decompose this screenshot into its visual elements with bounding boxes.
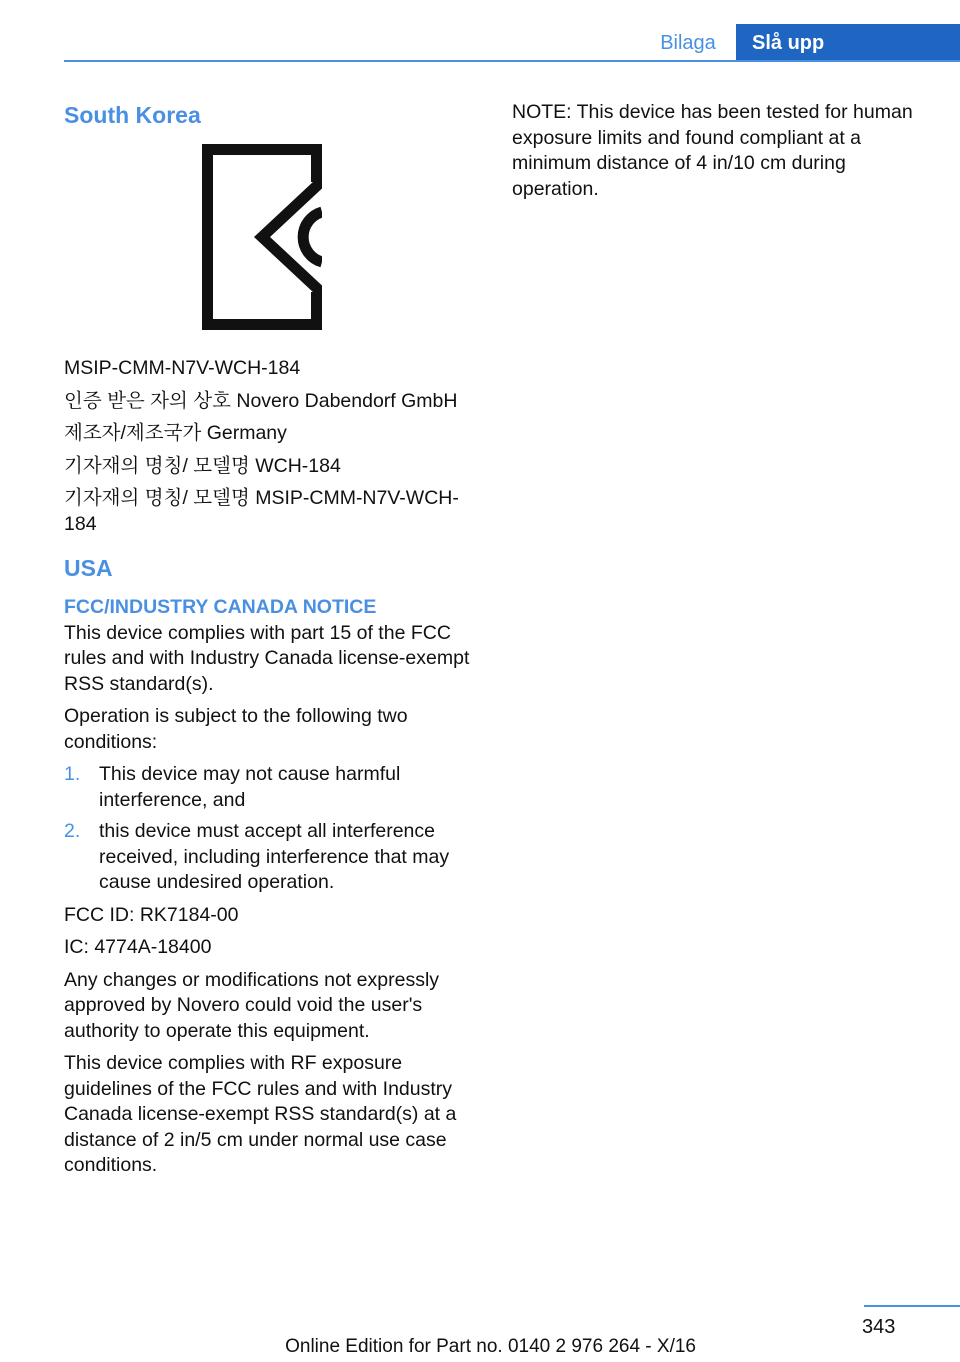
- korea-line-company: 인증 받은 자의 상호 Novero Dabendorf GmbH: [64, 389, 458, 412]
- usa-paragraph-modifications: Any changes or modifications not expressly approved by Novero could void the user's authority to operate this equipment.: [64, 968, 440, 1042]
- conditions-list: [64, 762, 484, 896]
- edition-footer: Online Edition for Part no. 0140 2 976 264 - X/16: [285, 1336, 696, 1357]
- section-title-south-korea: South Korea: [64, 102, 201, 128]
- korea-line-manufacturer: 제조자/제조국가 Germany: [64, 422, 287, 444]
- korea-line-model-msip: 기자재의 명칭/ 모델명 MSIP-CMM-N7V-WCH-184: [64, 487, 459, 535]
- list-item-number: 2.: [64, 820, 81, 842]
- notice-heading: FCC/INDUSTRY CANADA NOTICE: [64, 596, 377, 618]
- left-column: [64, 100, 484, 1186]
- list-item-text: This device may not cause harmful interference, and: [99, 763, 401, 811]
- usa-paragraph-conditions: Operation is subject to the following two conditions:: [64, 705, 408, 753]
- list-item: [64, 762, 484, 813]
- note-paragraph: NOTE: This device has been tested for human exposure limits and found compliant at a minimum distance of 4 in/10 cm during operation.: [512, 101, 913, 200]
- header-divider: [64, 60, 960, 62]
- usa-paragraph-rf-exposure: This device complies with RF exposure guidelines of the FCC rules and with Industry Canada license-exempt RSS standard(s) at a distance of 2 in/5 cm under normal use case conditions.: [64, 1052, 457, 1176]
- list-item-text: this device must accept all interference received, including interference that may cause undesired operation.: [99, 820, 450, 893]
- list-item-number: 1.: [64, 763, 81, 785]
- fcc-id: FCC ID: RK7184-00: [64, 903, 239, 926]
- header-tab-bilaga[interactable]: Bilaga: [660, 31, 716, 54]
- korea-line-msip: MSIP-CMM-N7V-WCH-184: [64, 357, 301, 379]
- header-tab-sla-upp[interactable]: Slå upp: [736, 24, 960, 62]
- korea-line-model: 기자재의 명칭/ 모델명 WCH-184: [64, 454, 341, 477]
- footer-divider: [864, 1305, 960, 1307]
- page-number: 343: [862, 1316, 896, 1338]
- kc-certification-mark-icon: [202, 144, 322, 334]
- ic-number: IC: 4774A-18400: [64, 936, 212, 958]
- list-item: [64, 819, 484, 896]
- usa-paragraph-compliance: This device complies with part 15 of the FCC rules and with Industry Canada license-exempt RSS standard(s).: [64, 621, 470, 695]
- section-title-usa: USA: [64, 555, 113, 581]
- right-column: [512, 100, 932, 209]
